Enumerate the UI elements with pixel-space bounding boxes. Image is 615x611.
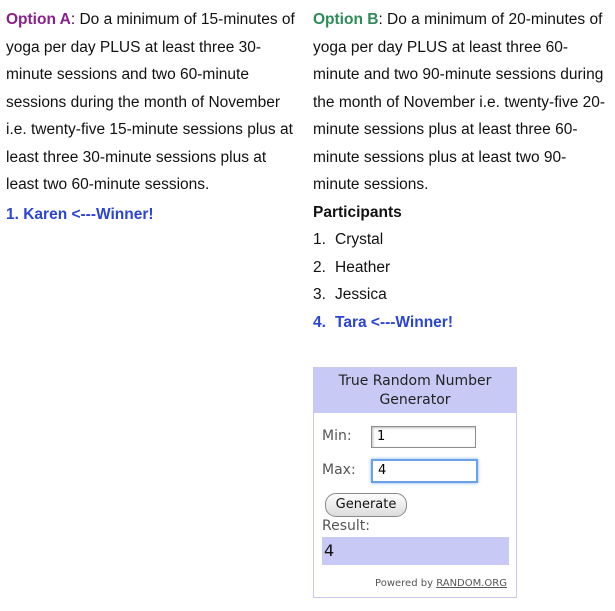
min-label: Min:	[322, 428, 352, 444]
option-b-column	[313, 6, 609, 336]
option-a-description	[6, 6, 296, 199]
list-item-winner	[313, 309, 609, 337]
max-row	[322, 462, 372, 478]
option-b-text: : Do a minimum of 20-minutes of yoga per day PLUS at least three 60-minute and two 90-minute sessions during the month of November i.e. twenty-five 20-minute sessions plus at least three 60-minute sessions plus at least two 90-minute sessions.	[313, 11, 606, 193]
random-org-link[interactable]: RANDOM.ORG	[436, 578, 507, 589]
option-a-winner: 1. Karen <---Winner!	[6, 205, 154, 223]
generate-button[interactable]: Generate	[325, 493, 407, 517]
max-label: Max:	[322, 462, 356, 478]
participant-number: 1.	[313, 231, 326, 248]
result-value: 4	[322, 537, 509, 565]
option-a-column	[6, 6, 296, 228]
participants-list	[313, 226, 609, 336]
list-item	[313, 254, 609, 282]
widget-title: True Random Number Generator	[314, 368, 516, 413]
participant-name: Heather	[335, 258, 391, 276]
option-b-description	[313, 6, 609, 199]
participants-heading: Participants	[313, 203, 402, 221]
result-label: Result:	[322, 518, 370, 534]
participant-name: Crystal	[335, 231, 384, 248]
participant-number: 3.	[313, 286, 326, 303]
participant-number: 4.	[313, 313, 326, 331]
list-item	[313, 226, 609, 254]
max-input[interactable]: 4	[371, 459, 478, 483]
participant-number: 2.	[313, 258, 326, 276]
min-input[interactable]: 1	[371, 426, 476, 448]
participant-name: Tara <---Winner!	[335, 313, 453, 331]
powered-by	[375, 578, 507, 589]
powered-by-prefix: Powered by	[375, 578, 437, 589]
list-item	[313, 281, 609, 309]
random-number-generator-widget	[313, 367, 517, 598]
option-b-label: Option B	[313, 11, 379, 28]
participant-name: Jessica	[335, 286, 387, 303]
option-a-label: Option A	[6, 11, 71, 28]
min-row	[322, 428, 372, 444]
option-a-text: : Do a minimum of 15-minutes of yoga per day PLUS at least three 30-minute sessions and two 60-minute sessions during the month of November i.e. twenty-five 15-minute sessions plus at least three 30-minute sessions plus at least two 60-minute sessions.	[6, 11, 295, 193]
